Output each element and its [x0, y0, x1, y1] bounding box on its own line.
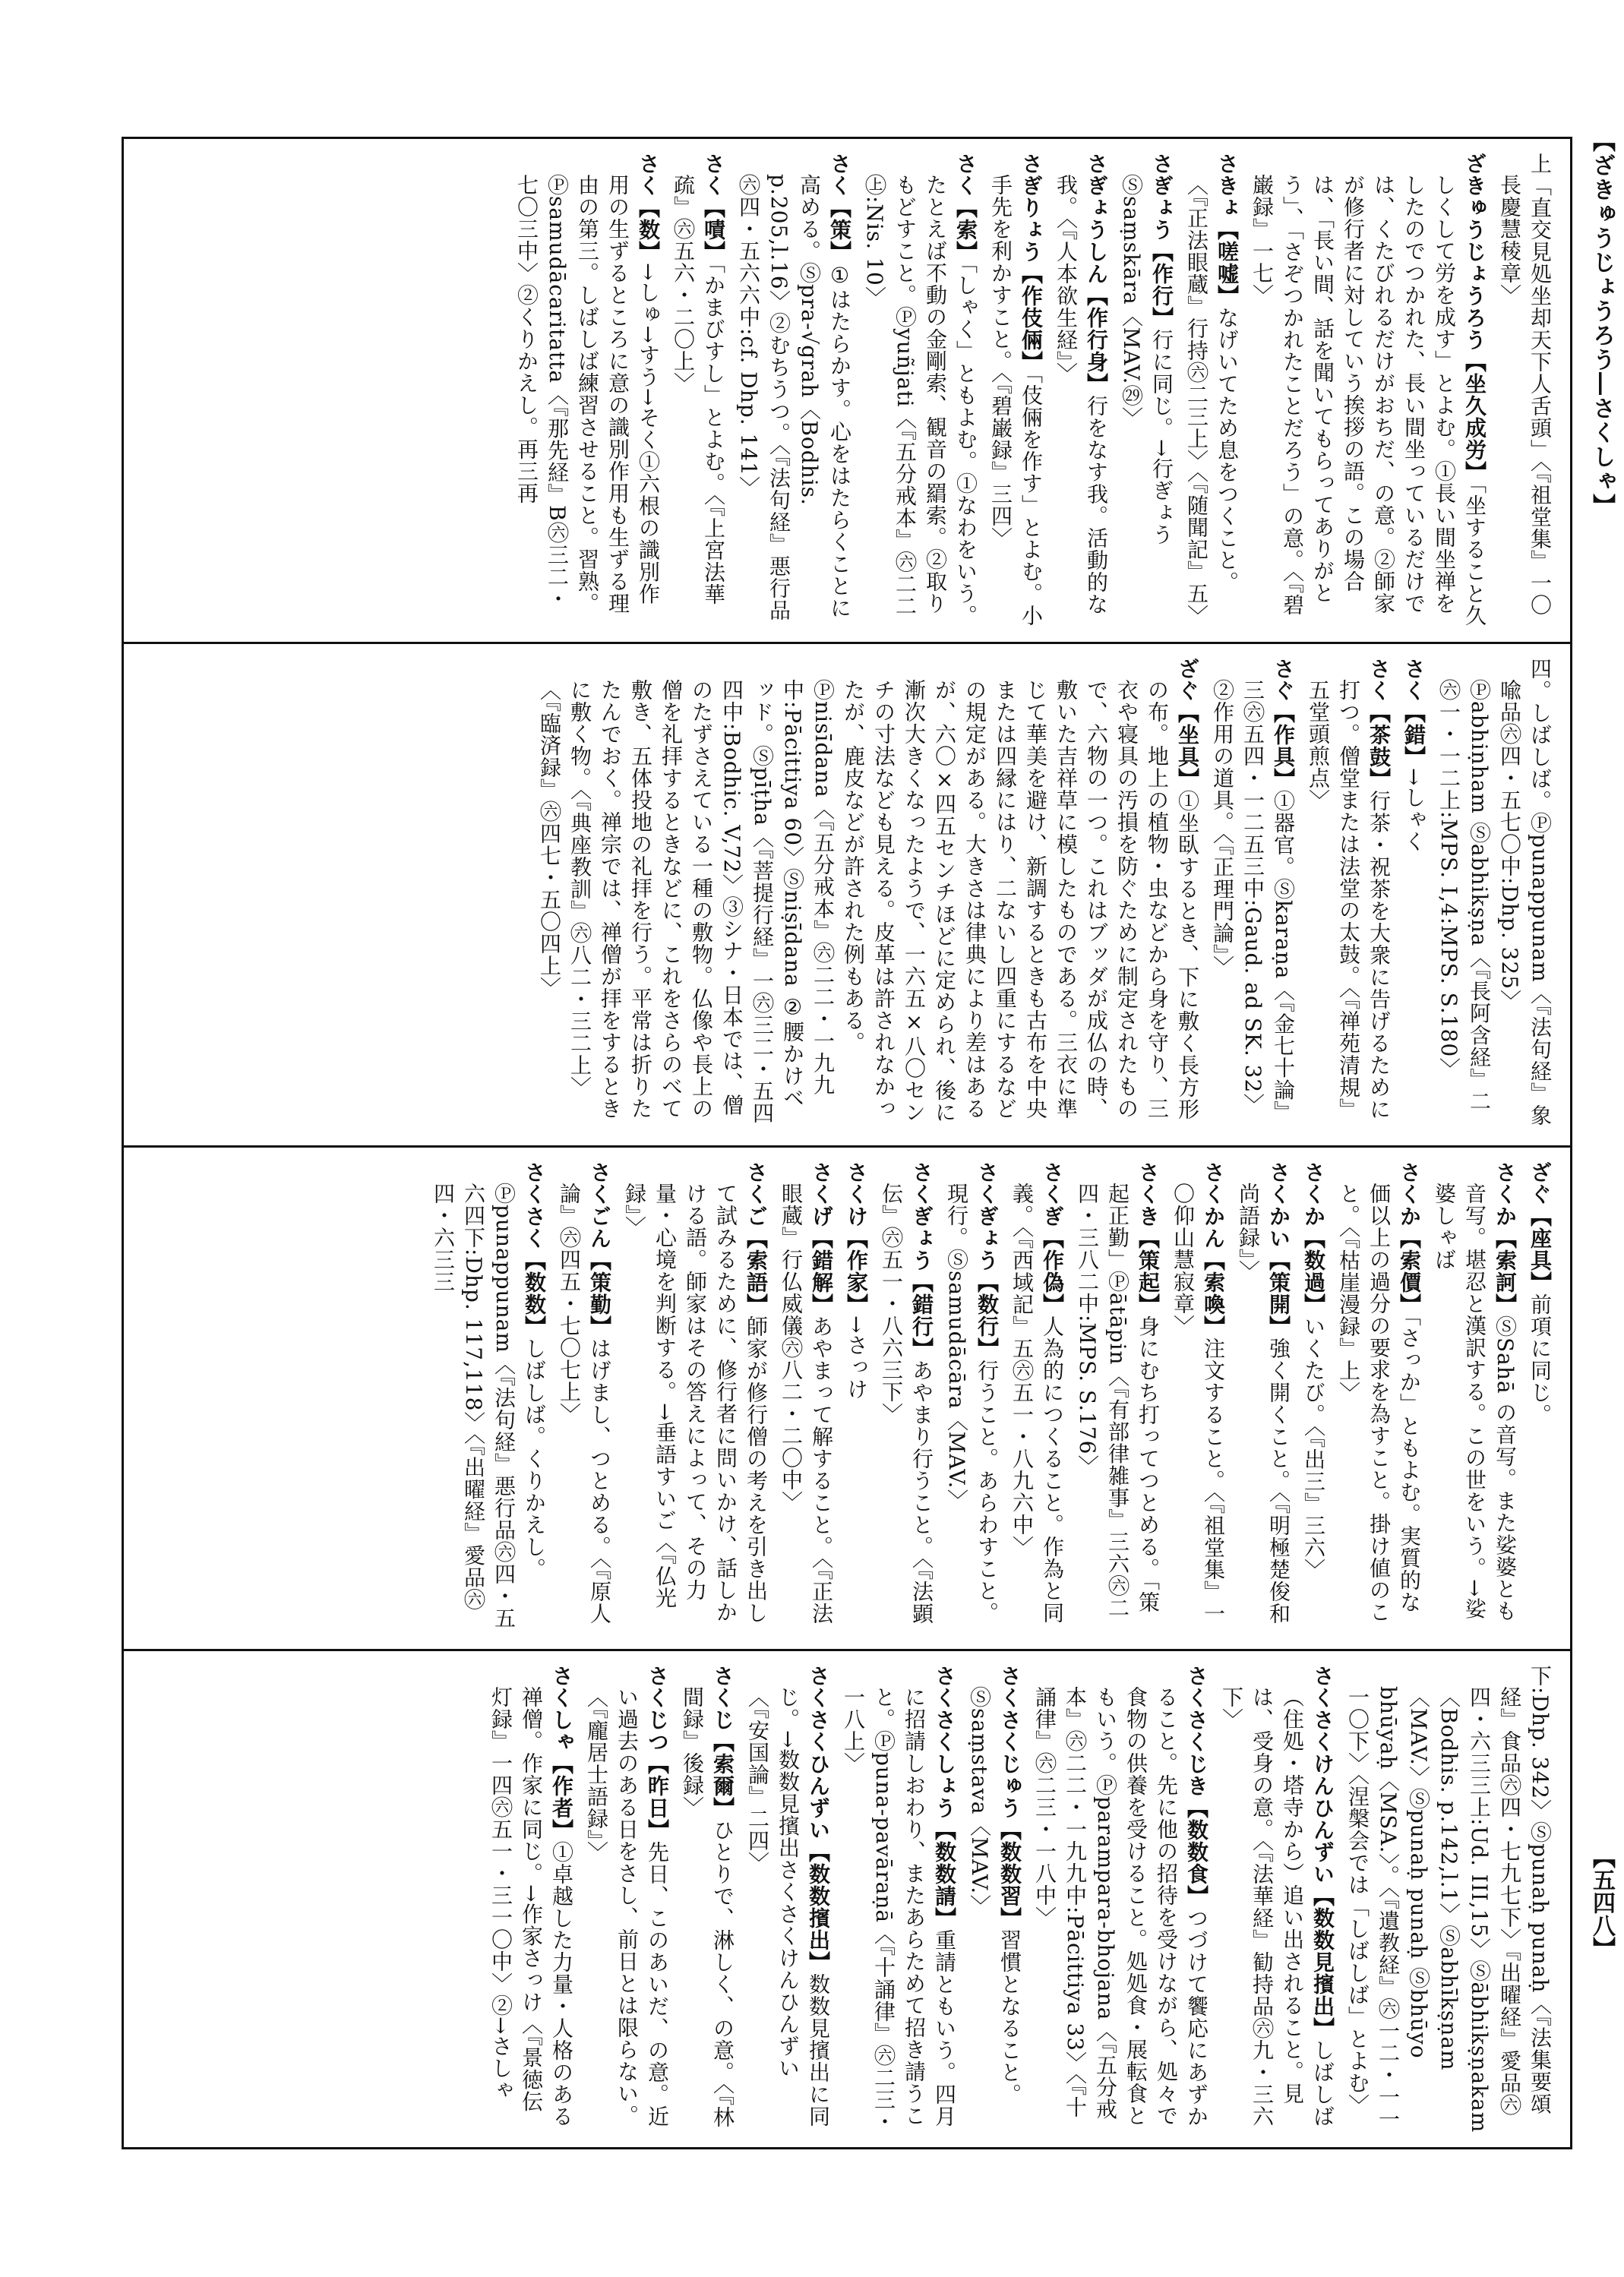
entry-headword: さくけ【作家】: [844, 1161, 869, 1315]
entry-text: 「伎倆を作す」とよむ。小手先を利かすこと。〈『碧巌録』三四〉: [988, 174, 1044, 627]
entry-headword: さくご【索語】: [744, 1161, 769, 1315]
entry-text: 「さっか」ともよむ。実質的な価以上の過分の要求を為すこと。掛け値のこと。〈『枯崖漫録』上〉: [1336, 1183, 1422, 1623]
entry-text: ①卓越した力量・人格のある禅僧。作家に同じ。→作家さっけ〈『景徳伝灯録』一四㊅五一・三一〇中〉②→さしゃ: [488, 1686, 574, 2127]
band-1: [124, 139, 1570, 640]
entry-text: 四。しばしば。Ⓟpunappunam〈『法句経』象喩品㊅四・五七〇中:Dhp. 325〉Ⓟabhiṇham Ⓢabhikṣṇa〈『長阿含経』二㊅一・一二上:MPS. I,4:MPS. S.180〉: [1436, 658, 1553, 1126]
entry-headword: さくさくけんひんずい【数数見擯出】: [1310, 1665, 1335, 2039]
entry-headword: さくげ【錯解】: [809, 1161, 834, 1315]
band-3: [124, 1145, 1570, 1647]
entry-text: つづけて饗応にあずかること。先に他の招待を受けながら、処々で食物の供養を受けること。処処食・展転食ともいう。Ⓟparampara-bhojana〈『五分戒本』㊅二二・一九九中:Pācittiya 33〉〈『十誦律』㊅二三・一八中〉: [1032, 1686, 1209, 2127]
dictionary-entry: [776, 1161, 836, 1634]
entry-text: 「しゃく」ともよむ。①なわをいう。たとえば不動の金剛索、観音の羂索。②取りもどすこと。Ⓟyuñjati〈『五分戒本』㊅二二㊤:Nis. 10〉: [862, 174, 978, 627]
dictionary-entry: [1246, 153, 1490, 627]
entry-text: 身にむち打ってつとめる。「策起正勤」Ⓟātāpin〈『有部律雑事』三六㊅二四・三八二中:MPS. S.176〉: [1075, 1183, 1161, 1619]
entry-headword: さくか【索訶】: [1493, 1161, 1518, 1315]
entry-text: 行うこと。あらわすこと。現行。Ⓢsamudācāra〈MAV.〉: [944, 1183, 1000, 1624]
entry-headword: さくしゃ【作者】: [549, 1665, 574, 1841]
entry-headword: さくぎょう【数行】: [975, 1161, 1000, 1360]
dictionary-entry: [581, 1665, 672, 2133]
entry-headword: ざぐ【座具】: [1528, 1161, 1553, 1293]
entry-headword: ざきゅうじょうろう【坐久成労】: [1462, 153, 1487, 483]
band-column: [507, 153, 1555, 627]
entry-text: ①はたらかす。心をはたらくことに高める。Ⓢpra-√grah〈Bodhis. p.205,l.16〉②むちうつ。〈『法句経』悪行品㊅四・五六六中:cf. Dhp. 141〉: [736, 174, 852, 621]
entry-headword: さぎょうしん【作行身】: [1084, 153, 1109, 395]
band-2: [124, 642, 1570, 1144]
entry-text: ⓈSahā の音写。また娑婆とも音写。堪忍と漢訳する。この世をいう。→娑婆しゃば: [1432, 1183, 1518, 1622]
entry-headword: さくさくじき【数数食】: [1184, 1665, 1209, 1907]
entry-text: →さっけ: [844, 1315, 869, 1401]
dictionary-entry: [1333, 1161, 1424, 1634]
entry-text: 先日、このあいだ、の意。近い過去のある日をさし、前日とは限らない。〈『龐居士語録』〉: [584, 1686, 670, 2127]
dictionary-entry: [1006, 1161, 1067, 1634]
dictionary-entry: [677, 1665, 738, 2133]
dictionary-entry: [485, 1665, 577, 2133]
dictionary-entry: [1398, 658, 1429, 1130]
entry-text: 「かまびすし」とよむ。〈『上宮法華疏』㊅五六・二〇上〉: [671, 174, 726, 605]
entry-text: あやまり行うこと。〈『法顕伝』㊅五一・八六三下〉: [879, 1183, 934, 1625]
entry-headword: さくか【数過】: [1301, 1161, 1326, 1315]
dictionary-entry: [733, 153, 855, 627]
entry-text: ①坐臥するとき、下に敷く長方形の布。地上の植物・虫などから身を守り、三衣や寝具の汚損を防ぐために制定されたもので、六物の一つ。これはブッダが成仏の時、敷いた吉祥草に模したものである。三衣に準じて華美を避け、新調するときも古布を中央または四縁にはり、二ないし四重にするなどの規定がある。大きさは律典により差はあるが、六〇×四五センチほどに定められ、後に漸次大きくなったようで、一六五×八〇センチの寸法なども見える。皮革は許されなかったが、鹿皮などが許された例もある。Ⓟnisīdana〈『五分戒本』㊅二二・一九九中:Pācittiya 60〉Ⓢniṣīdana ②腰かけベッド。Ⓢpīṭha〈『菩提行経』一㊅三二・五四四中:Bodhic. V,72〉③シナ・日本では、僧のたずさえている一種の敷物。仏像や長上の僧を礼拝するときなどに、これをさらのべて敷き、五体投地の礼拝を行う。平常は折りたたんでおく。禅宗では、禅僧が拝をするときに敷く物。〈『典座教訓』㊅八二・三二上〉〈『臨済録』㊅四七・五〇四上〉: [537, 679, 1200, 1124]
dictionary-entry: [554, 1161, 615, 1634]
entry-headword: さくさく【数数】: [522, 1161, 547, 1337]
dictionary-entry: [1029, 1665, 1212, 2133]
entry-headword: さく【茶鼓】: [1366, 658, 1392, 790]
entry-headword: さくごん【策勤】: [587, 1161, 612, 1337]
entry-text: →しゅ→すう→そく①六根の識別作用の生ずるところに意の識別作用も生ずる理由の第三。しばしば練習させること。習熟。Ⓟsamudācaritatta〈『那先経』B㊅三二・七〇三中〉②くりかえし。再三再: [514, 174, 661, 614]
entry-headword: さく【嘖】: [701, 153, 726, 263]
entry-headword: さくかん【索喚】: [1201, 1161, 1226, 1337]
entry-text: 習慣となること。Ⓢsaṃstava〈MAV.〉: [967, 1686, 1022, 2105]
entry-headword: さくぎょう【錯行】: [909, 1161, 934, 1360]
band-column: [529, 658, 1555, 1130]
dictionary-entry: [428, 1161, 549, 1634]
band-column: [423, 1161, 1555, 1634]
entry-text: 師家が修行僧の考えを引き出して試みるために、修行者に問いかけ、話しかける語。師家はその答えによって、その力量・心境を判断する。→垂語すいご〈『仏光録』〉: [622, 1183, 769, 1624]
entry-text: 強く開くこと。〈『明極楚俊和尚語録』〉: [1236, 1183, 1291, 1625]
dictionary-entry: [1433, 658, 1555, 1130]
entry-text: 行をなす我。活動的な我。〈『人本欲生経』〉: [1054, 174, 1109, 615]
dictionary-entry: [841, 1161, 871, 1634]
entry-text: 人為的につくること。作為と同義。〈『西域記』五㊅五一・八九六中〉: [1009, 1183, 1065, 1624]
entry-text: しばしば。くりかえし。Ⓟpunappunam〈『法句経』悪行品㊅四・五六四下:Dhp. 117,118〉〈『出曜経』愛品㊅四・六三三: [431, 1183, 547, 1629]
band-column: [481, 1665, 1555, 2133]
entry-text: はげまし、つとめる。〈『原人論』㊅四五・七〇七上〉: [557, 1183, 612, 1625]
entry-headword: さくじつ【昨日】: [645, 1665, 670, 1841]
entry-headword: さく【策】: [827, 153, 852, 263]
dictionary-entry: [1051, 153, 1111, 627]
entry-text: 前項に同じ。: [1528, 1293, 1553, 1426]
page-number: 【五四八】: [1588, 1846, 1615, 1960]
entry-headword: さく【錯】: [1401, 658, 1427, 768]
entry-headword: さくさくしょう【数数請】: [932, 1665, 957, 1929]
entry-text: 行茶・祝茶を大衆に告げるために打つ。僧堂または法堂の太鼓。〈『禅苑清規』五堂頭煎点〉: [1306, 679, 1392, 1120]
entry-text: いくたび。〈『出三』三六〉: [1301, 1315, 1326, 1581]
dictionary-entry: [619, 1161, 771, 1634]
entry-headword: さくさくひんずい【数数擯出】: [806, 1665, 831, 1973]
entry-headword: さきょ【嗟嘘】: [1215, 153, 1240, 307]
dictionary-entry: [668, 153, 728, 627]
entry-text: →しゃく: [1401, 768, 1427, 853]
dictionary-entry: [941, 1161, 1002, 1634]
band-4: [124, 1649, 1570, 2147]
dictionary-entry: [964, 1665, 1025, 2133]
dictionary-entry: [1181, 153, 1242, 627]
entry-headword: さく【索】: [953, 153, 978, 263]
entry-text: 下:Dhp. 342〉Ⓢpunaḥ punaḥ〈『法集要頌経』食品㊅四・七九七下〉『出曜経』愛品㊅四・六三三上:Ud. III,15〉Ⓢābhikṣṇakam〈Bodhis. p.142,l.1〉Ⓢabhīkṣṇam〈MAV.〉Ⓢpunaḥ punaḥ Ⓢbhūyo bhūyaḥ〈MSA.〉。〈『遺教経』㊅一二・一一一〇下〉〈涅槃会では「しばしば」とよむ〉: [1345, 1665, 1553, 2133]
entry-headword: さくじ【索爾】: [710, 1665, 735, 1819]
dictionary-entry: [1233, 1161, 1294, 1634]
dictionary-entry: [876, 1161, 937, 1634]
dictionary-entry: [1072, 1161, 1163, 1634]
entry-text: なげいてため息をつくこと。〈『正法眼蔵』行持㊅二三上〉〈『随聞記』五〉: [1184, 174, 1240, 627]
entry-text: 注文すること。〈『祖堂集』一〇仰山慧寂章〉: [1171, 1183, 1226, 1625]
dictionary-entry: [838, 1665, 959, 2133]
page-header: 【ざきゅうじょうろう―さくしゃ】: [1588, 129, 1615, 518]
entry-text: ひとりで、淋しく、の意。〈『林間録』後録〉: [680, 1686, 735, 2128]
dictionary-entry: [1167, 1161, 1228, 1634]
entry-text: 「坐すること久しくして労を成す」とよむ。①長い間坐禅をしたのでつかれた、長い間坐っているだけでは、くたびれるだけがおちだ、の意。②師家が修行者に対していう挨拶の語。この場合は、「長い間、話を聞いてもらってありがとう」、「さぞつかれたことだろう」の意。〈『碧巌録』一七〉: [1250, 174, 1487, 627]
entry-headword: さぐ【作具】: [1271, 658, 1296, 790]
entry-headword: ざぐ【坐具】: [1175, 658, 1200, 790]
entry-headword: さぎょう【作行】: [1149, 153, 1174, 329]
dictionary-entry: [511, 153, 663, 627]
entry-text: 数数見擯出に同じ。→数数見擯出さくさくけんひんずい〈『安国論』二四〉: [745, 1686, 831, 2127]
entry-text: 行に同じ。→行ぎょう Ⓢsaṃskāra〈MAV.㉙〉: [1119, 174, 1174, 546]
dictionary-entry: [1207, 658, 1298, 1130]
dictionary-entry: [1494, 153, 1555, 627]
dictionary-entry: [534, 658, 1202, 1130]
entry-text: 重請ともいう。四月に招請しおわり、またあらためて招き請うこと。Ⓟpuna-pavāraṇā〈『十誦律』㊅二三・一八上〉: [841, 1686, 957, 2133]
dictionary-entry: [1216, 1665, 1338, 2133]
entry-headword: さくぎ【作偽】: [1040, 1161, 1065, 1315]
dictionary-entry: [859, 153, 981, 627]
dictionary-entry: [1298, 1161, 1329, 1634]
text-frame: [122, 137, 1572, 2149]
entry-headword: さく【数】: [636, 153, 661, 263]
entry-text: 上「直交見処坐却天下人舌頭」〈『祖堂集』一〇長慶慧稜章〉: [1497, 153, 1553, 616]
dictionary-entry: [1524, 1161, 1555, 1634]
entry-headword: さくき【策起】: [1136, 1161, 1161, 1315]
entry-headword: さくか【索價】: [1397, 1161, 1422, 1315]
dictionary-entry: [1303, 658, 1394, 1130]
dictionary-entry: [985, 153, 1046, 627]
dictionary-entry: [1116, 153, 1177, 627]
entry-text: あやまって解すること。〈『正法眼蔵』行仏威儀㊅八二・二〇中〉: [779, 1183, 834, 1625]
entry-headword: さくかい【策開】: [1266, 1161, 1291, 1337]
dictionary-entry: [1429, 1161, 1520, 1634]
entry-headword: さぎりょう【作伎倆】: [1019, 153, 1044, 373]
dictionary-entry: [742, 1665, 833, 2133]
entry-headword: さくさくじゅう【数数習】: [997, 1665, 1022, 1929]
entry-text: ①器官。Ⓢkaraṇa〈『金七十論』三㊅五四・一二五三中:Gaud. ad SK. 32〉②作用の道具。〈『正理門論』〉: [1210, 679, 1296, 1123]
entry-text: しばしば（住処・塔寺から）追い出されること。見は、受身の意。〈『法華経』勧持品㊅九・三六下〉: [1219, 1686, 1335, 2127]
dictionary-entry: [1342, 1665, 1555, 2133]
